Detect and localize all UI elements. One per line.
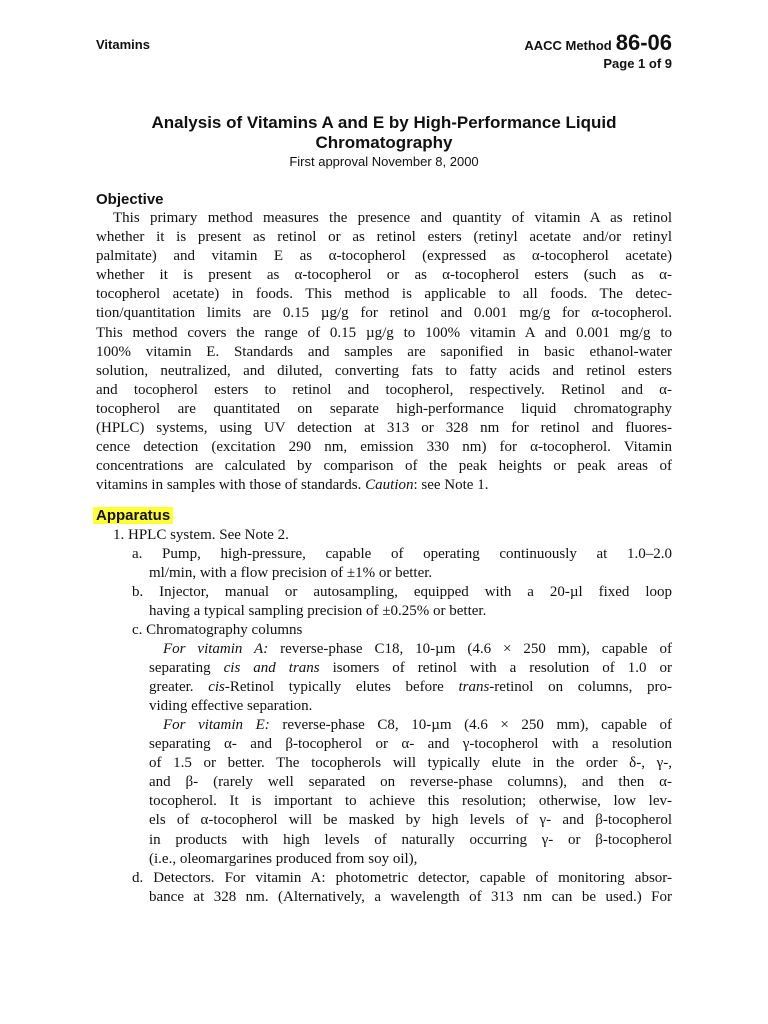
vitamin-a-line (149, 659, 672, 678)
vitamin-a-line (149, 678, 672, 697)
item-d-line: d. Detectors. For vitamin A: photometric detector, capable of monitoring absor- (132, 870, 672, 886)
objective-line: palmitate) and vitamin E as α-tocopherol (expressed as α-tocopherol acetate) (96, 248, 672, 265)
objective-line: whether it is present as retinol or as retinol esters (retinyl acetate and/or retinyl (96, 229, 672, 246)
item-a-line: a. Pump, high-pressure, capable of operating continuously at 1.0–2.0 (132, 546, 672, 562)
objective-heading: Objective (96, 191, 164, 208)
objective-last-line (96, 476, 672, 495)
vitamin-a-line (149, 640, 672, 659)
objective-line: and tocopherol esters to retinol and tocopherol, respectively. Retinol and α- (96, 381, 672, 398)
objective-line: solution, neutralized, and diluted, converting fats to fatty acids and retinol esters (96, 362, 672, 379)
vitamin-a-columns (149, 640, 672, 716)
header-section-label: Vitamins (96, 37, 150, 52)
vitamin-e-line: els of α-tocopherol will be masked by high levels of γ- and β-tocopherol (149, 812, 672, 829)
objective-paragraph (96, 209, 672, 495)
vitamin-a-text: -Retinol typically elutes before (224, 679, 459, 696)
objective-line: tocopherol acetate) in foods. This method is applicable to all foods. The detec- (96, 286, 672, 303)
objective-line: whether it is present as α-tocopherol or as α-tocopherol esters (such as α- (96, 267, 672, 284)
vitamin-e-line: in products with high levels of naturally occurring γ- or β-tocopherol (149, 831, 672, 848)
vitamin-e-label: For vitamin E: (163, 717, 270, 733)
vitamin-e-line: tocopherol. It is important to achieve this resolution; otherwise, low lev- (149, 793, 672, 810)
vitamin-a-line: viding effective separation. (149, 698, 313, 715)
vitamin-e-columns (149, 716, 672, 869)
apparatus-item-a (132, 545, 672, 583)
cis-term: cis (208, 679, 225, 696)
objective-line: concentrations are calculated by comparison of the peak heights or peak areas of (96, 458, 672, 475)
trans-term: trans (458, 679, 490, 696)
method-prefix: AACC Method (524, 38, 612, 53)
objective-line: This method covers the range of 0.15 µg/g to 100% vitamin A and 0.001 mg/g to (96, 324, 672, 341)
item-d-line: bance at 328 nm. (Alternatively, a wavelength of 313 nm can be used.) For (149, 889, 672, 906)
vitamin-e-line: of 1.5 or better. The tocopherols will typically elute in the order δ-, γ-, (149, 755, 672, 772)
objective-line: (HPLC) systems, using UV detection at 313 or 328 nm for retinol and fluores- (96, 420, 672, 437)
objective-text: vitamins in samples with those of standards. (96, 477, 366, 494)
apparatus-heading: Apparatus (93, 507, 173, 524)
title-line-1: Analysis of Vitamins A and E by High-Performance Liquid (151, 113, 617, 132)
objective-text: : see Note 1. (413, 477, 489, 494)
vitamin-e-line (149, 716, 672, 735)
title-line-2: Chromatography (315, 133, 453, 152)
item-b-line: having a typical sampling precision of ±0.25% or better. (149, 603, 487, 620)
objective-line: 100% vitamin E. Standards and samples are saponified in basic ethanol-water (96, 343, 672, 360)
vitamin-a-text: separating (149, 660, 224, 677)
vitamin-e-text: reverse-phase C8, 10-µm (4.6 × 250 mm), capable of (269, 717, 672, 733)
objective-line: tocopherol are quantitated on separate high-performance liquid chromatography (96, 400, 672, 417)
objective-line: tion/quantitation limits are 0.15 µg/g for retinol and 0.001 mg/g for α-tocopherol. (96, 305, 672, 322)
item-b-line: b. Injector, manual or autosampling, equipped with a 20-µl fixed loop (132, 584, 672, 600)
apparatus-item-b (132, 583, 672, 621)
apparatus-item-d (132, 869, 672, 907)
document-title (96, 113, 672, 153)
vitamin-a-text: isomers of retinol with a resolution of 1.0 or (319, 660, 672, 677)
caution-label: Caution (365, 477, 414, 494)
item-a-line: ml/min, with a flow precision of ±1% or better. (149, 565, 433, 582)
apparatus-item-c: c. Chromatography columns (132, 622, 303, 638)
cis-trans-term: cis and trans (223, 660, 320, 677)
objective-line: cence detection (excitation 290 nm, emission 330 nm) for α-tocopherol. Vitamin (96, 439, 672, 456)
vitamin-e-line: separating α- and β-tocopherol or α- and γ-tocopherol with a resolution (149, 736, 672, 753)
approval-date: First approval November 8, 2000 (289, 154, 479, 169)
apparatus-item-1: 1. HPLC system. See Note 2. (113, 527, 289, 543)
vitamin-a-text: reverse-phase C18, 10-µm (4.6 × 250 mm), capable of (268, 641, 672, 657)
header-method (524, 30, 672, 71)
vitamin-e-line: and β- (rarely well separated on reverse-phase columns), and then α- (149, 774, 672, 791)
page-number: Page 1 of 9 (603, 56, 672, 71)
objective-line: This primary method measures the presence and quantity of vitamin A as retinol (113, 210, 672, 226)
method-line (524, 30, 672, 56)
vitamin-a-text: greater. (149, 679, 209, 696)
vitamin-a-label: For vitamin A: (163, 641, 269, 657)
method-number: 86-06 (615, 30, 672, 55)
vitamin-e-line: (i.e., oleomargarines produced from soy oil), (149, 850, 418, 867)
vitamin-a-text: -retinol on columns, pro- (489, 679, 672, 696)
